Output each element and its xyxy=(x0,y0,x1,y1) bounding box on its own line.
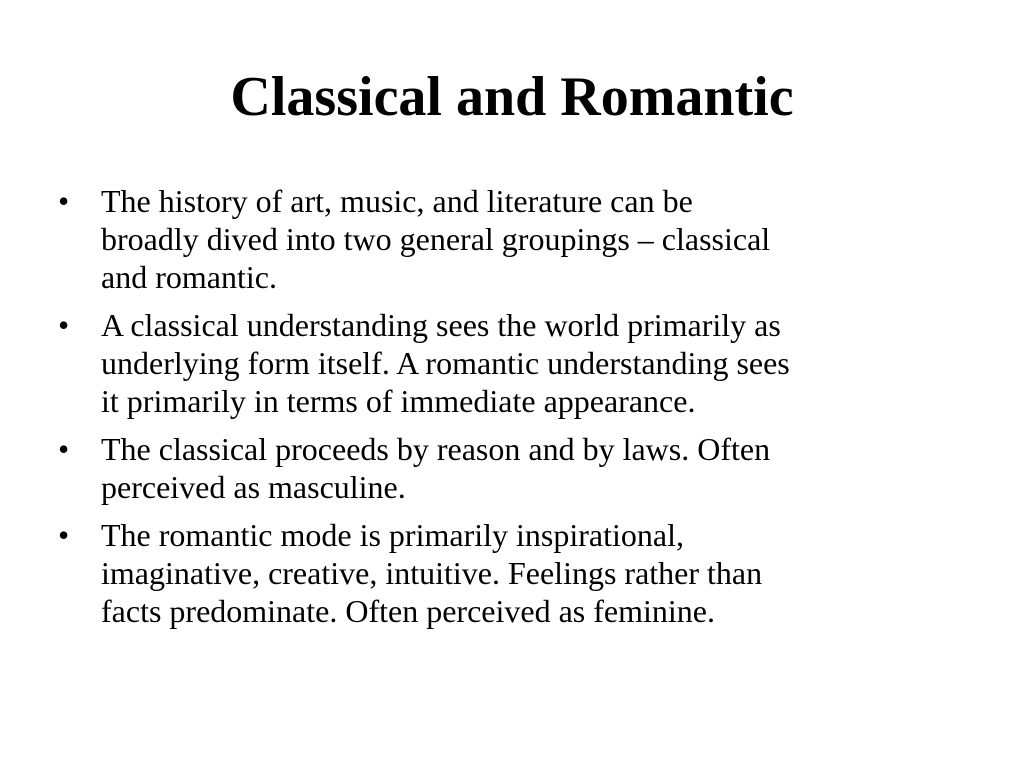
bullet-list xyxy=(58,182,978,640)
bullet-text-line: perceived as masculine. xyxy=(101,469,406,505)
bullet-text-line: A classical understanding sees the world primarily as xyxy=(101,307,781,343)
bullet-text-line: it primarily in terms of immediate appearance. xyxy=(101,383,696,419)
bullet-text-line: imaginative, creative, intuitive. Feelings rather than xyxy=(101,555,763,591)
bullet-marker: • xyxy=(58,431,70,467)
bullet-text-line: The classical proceeds by reason and by laws. Often xyxy=(101,431,771,467)
bullet-marker: • xyxy=(58,183,70,219)
slide-title: Classical and Romantic xyxy=(230,66,794,128)
bullet-item xyxy=(58,182,978,296)
bullet-marker: • xyxy=(58,517,70,553)
bullet-text-line: broadly dived into two general groupings – classical xyxy=(101,221,771,257)
bullet-text-line: The history of art, music, and literature can be xyxy=(101,183,693,219)
bullet-item xyxy=(58,516,978,630)
bullet-text-line: and romantic. xyxy=(101,259,277,295)
bullet-item xyxy=(58,430,978,506)
bullet-text-line: The romantic mode is primarily inspirational, xyxy=(101,517,684,553)
bullet-item xyxy=(58,306,978,420)
bullet-marker: • xyxy=(58,307,70,343)
bullet-text-line: underlying form itself. A romantic understanding sees xyxy=(101,345,790,381)
bullet-text-line: facts predominate. Often perceived as feminine. xyxy=(101,593,715,629)
